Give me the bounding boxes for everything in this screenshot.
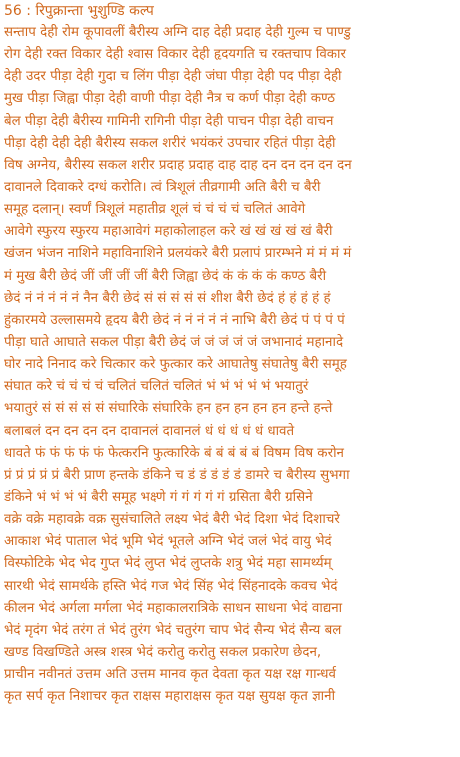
text-line: प्राचीन नवीनतं उत्तम अति उत्तम मानव कृत देवता कृत यक्ष रक्ष गान्धर्व: [4, 667, 336, 683]
page-header: [4, 0, 456, 22]
text-line: पीड़ा देही देही देही बैरीस्य सकल शरीरं भयंकरं उपचार रहितं पीड़ा देही: [4, 135, 336, 151]
text-line: समूह दलान्। स्वर्णं त्रिशूलं महातीव्र शूलं चं चं चं चं चलितं आवेगे: [4, 202, 306, 218]
text-line: प्रं प्रं प्रं प्रं प्रं बैरी प्राण हन्तके डंकिने च डं डं डं डं डं डामरे च बैरीस्य सुभगा: [4, 467, 350, 483]
text-line: मुख पीड़ा जिह्वा पीड़ा देही वाणी पीड़ा देही नैत्र च कर्ण पीड़ा देही कण्ठ: [4, 91, 336, 107]
text-line: सन्ताप देही रोम कूपावलीं बैरीस्य अग्नि दाह देही प्रदाह देही गुल्म च पाण्डु: [4, 25, 351, 40]
chapter-title: रिपुक्रान्ता भुशुण्डि कल्प: [35, 3, 154, 19]
text-line: कृत सर्प कृत निशाचर कृत राक्षस महाराक्षस कृत यक्ष सुयक्ष कृत ज्ञानी: [4, 689, 336, 705]
text-line: देही उदर पीड़ा देही गुदा च लिंग पीड़ा देही जंघा पीड़ा देही पद पीड़ा देही: [4, 69, 342, 85]
text-line: घोर नादे निनाद करे चित्कार करे फुत्कार करे आघातेषु संघातेषु बैरी समूह: [4, 357, 347, 373]
text-line: भयातुरं सं सं सं सं सं संघारिके संघारिके हन हन हन हन हन हन्ते हन्ते: [4, 401, 333, 417]
text-line: खण्ड विखण्डिते अस्त्र शस्त्र भेदं करोतु करोतु सकल प्रकारेण छेदन,: [4, 644, 322, 660]
page-number: 56: [4, 3, 22, 19]
text-line: डंकिने भं भं भं भं बैरी समूह भक्ष्णे गं गं गं गं गं ग्रसिता बैरी ग्रसिने: [4, 489, 313, 505]
text-line: विस्फोटिके भेद भेद गुप्त भेदं लुप्त भेदं लुप्तके शत्रु भेदं महा सामर्थ्यम्: [4, 556, 332, 572]
body-text: [4, 22, 456, 708]
text-line: मं मुख बैरी छेदं जीं जीं जीं जीं बैरी जिह्वा छेदं कं कं कं कं कण्ठ बैरी: [4, 268, 327, 284]
text-line: आवेगे स्फुरय स्फुरय महाआवेगं महाकोलाहल करे खं खं खं खं खं बैरी: [4, 224, 333, 240]
text-line: बेल पीड़ा देही बैरीस्य गामिनी रागिनी पीड़ा देही पाचन पीड़ा देही वाचन: [4, 113, 334, 129]
text-line: छेदं नं नं नं नं नं नैन बैरी छेदं सं सं सं सं सं शीश बैरी छेदं हं हं हं हं हं: [4, 290, 331, 306]
text-line: आकाश भेदं पाताल भेदं भूमि भेदं भूतले अग्नि भेदं जलं भेदं वायु भेदं: [4, 534, 332, 550]
text-line: खंजन भंजन नाशिने महाविनाशिने प्रलयंकरे बैरी प्रलापं प्रारम्भने मं मं मं मं: [4, 246, 352, 262]
text-line: विष अग्नेय, बैरीस्य सकल शरीर प्रदाह प्रदाह दाह दाह दन दन दन दन दन: [4, 157, 352, 173]
text-line: कीलन भेदं अर्गला मर्गला भेदं महाकालरात्रिके साधन साधना भेदं वाद्यना: [4, 600, 343, 616]
text-line: हुंकारमये उल्लासमये हृदय बैरी छेदं नं नं नं नं नं नाभि बैरी छेदं पं पं पं पं: [4, 312, 345, 328]
text-line: बलाबलं दन दन दन दन दावानलं दावानलं धं धं धं धं धं धावते: [4, 423, 295, 439]
text-line: संघात करे चं चं चं चं चलितं चलितं चलितं भं भं भं भं भं भयातुरं: [4, 379, 309, 395]
text-line: पीड़ा घाते आघाते सकल पीड़ा बैरी छेदं जं जं जं जं जं जभानादं महानादे: [4, 334, 344, 350]
header-separator: :: [26, 3, 31, 19]
text-line: वक्रे वक्रे महावक्रे वक्र सुसंचालिते लक्ष्य भेदं बैरी भेदं दिशा भेदं दिशाचरे: [4, 512, 340, 528]
text-line: धावते फं फं फं फं फं फेत्करनि फुत्कारिके बं बं बं बं बं विषम विष करोन: [4, 445, 344, 461]
text-line: सारथी भेदं सामर्थके हस्ति भेदं गज भेदं सिंह भेदं सिंहनादके कवच भेदं: [4, 578, 338, 594]
text-line: भेदं मृदंग भेदं तरंग तं भेदं तुरंग भेदं चतुरंग चाप भेदं सैन्य भेदं सैन्य बल: [4, 622, 342, 638]
text-line: दावानले दिवाकरे दग्धं करोति। त्वं त्रिशूलं तीव्रगामी अति बैरी च बैरी: [4, 179, 321, 195]
text-line: रोग देही रक्त विकार देही श्वास विकार देही हृदयगति च रक्तचाप विकार: [4, 47, 346, 63]
